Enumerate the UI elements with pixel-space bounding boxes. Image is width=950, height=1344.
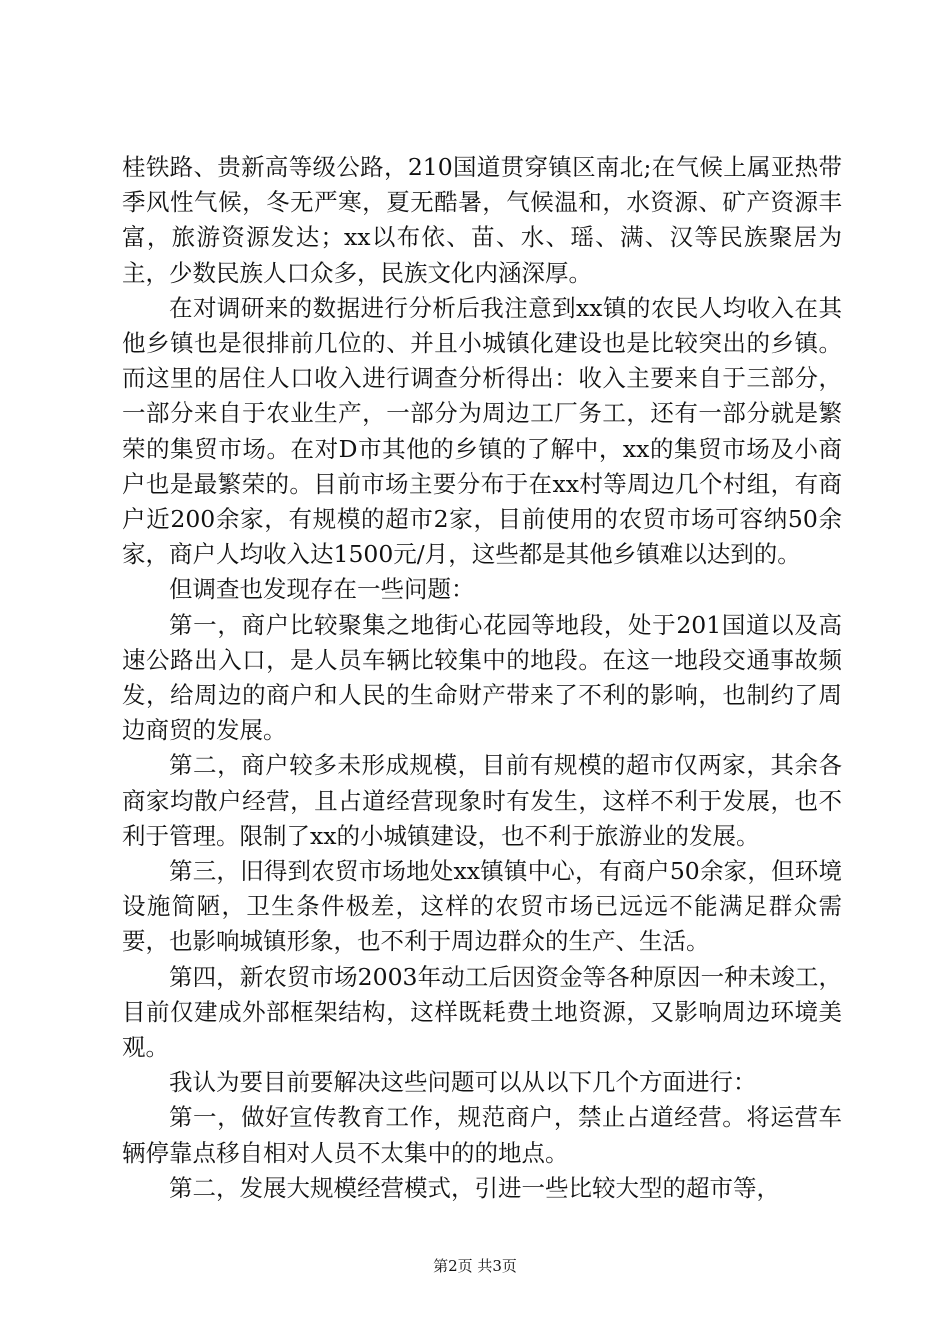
paragraph-problem-2: 第二，商户较多未形成规模，目前有规模的超市仅两家，其余各商家均散户经营，且占道经营现象时有发生，这样不利于发展，也不利于管理。限制了xx的小城镇建设，也不利于旅游业的发展。 xyxy=(122,751,842,850)
paragraph-problem-3: 第三，旧得到农贸市场地处xx镇镇中心，有商户50余家，但环境设施简陋，卫生条件极差，这样的农贸市场已远远不能满足群众需要，也影响城镇形象，也不利于周边群众的生产、生活。 xyxy=(122,857,842,956)
paragraph-problems-intro: 但调查也发现存在一些问题： xyxy=(169,575,475,604)
paragraph-income-analysis: 在对调研来的数据进行分析后我注意到xx镇的农民人均收入在其他乡镇也是很排前几位的、并且小城镇化建设也是比较突出的乡镇。而这里的居住人口收入进行调查分析得出：收入主要来自于三部分，一部分来自于农业生产，一部分为周边工厂务工，还有一部分就是繁荣的集贸市场。在对D市其他的乡镇的了解中，xx的集贸市场及小商户也是最繁荣的。目前市场主要分布于在xx村等周边几个村组，有商户近200余家，有规模的超市2家，目前使用的农贸市场可容纳50余家，商户人均收入达1500元/月，这些都是其他乡镇难以达到的。 xyxy=(122,293,842,569)
paragraph-solutions-intro: 我认为要目前要解决这些问题可以从以下几个方面进行： xyxy=(169,1068,757,1097)
page-footer xyxy=(0,1256,950,1276)
page-number-label: 第2页 共3页 xyxy=(433,1257,517,1275)
paragraph-problem-1: 第一，商户比较聚集之地街心花园等地段，处于201国道以及高速公路出入口，是人员车辆比较集中的地段。在这一地段交通事故频发，给周边的商户和人民的生命财产带来了不利的影响，也制约了周边商贸的发展。 xyxy=(122,610,842,745)
document-body xyxy=(122,150,842,1206)
paragraph-solution-1: 第一，做好宣传教育工作，规范商户，禁止占道经营。将运营车辆停靠点移自相对人员不太集中的的地点。 xyxy=(122,1103,842,1167)
paragraph-problem-4: 第四，新农贸市场2003年动工后因资金等各种原因一种未竣工，目前仅建成外部框架结构，这样既耗费土地资源，又影响周边环境美观。 xyxy=(122,962,842,1062)
paragraph-solution-2: 第二，发展大规模经营模式，引进一些比较大型的超市等， xyxy=(169,1173,780,1202)
paragraph-continuation: 桂铁路、贵新高等级公路，210国道贯穿镇区南北;在气候上属亚热带季风性气候，冬无严寒，夏无酷暑，气候温和，水资源、矿产资源丰富，旅游资源发达；xx以布依、苗、水、瑶、满、汉等民族聚居为主，少数民族人口众多，民族文化内涵深厚。 xyxy=(122,153,842,287)
